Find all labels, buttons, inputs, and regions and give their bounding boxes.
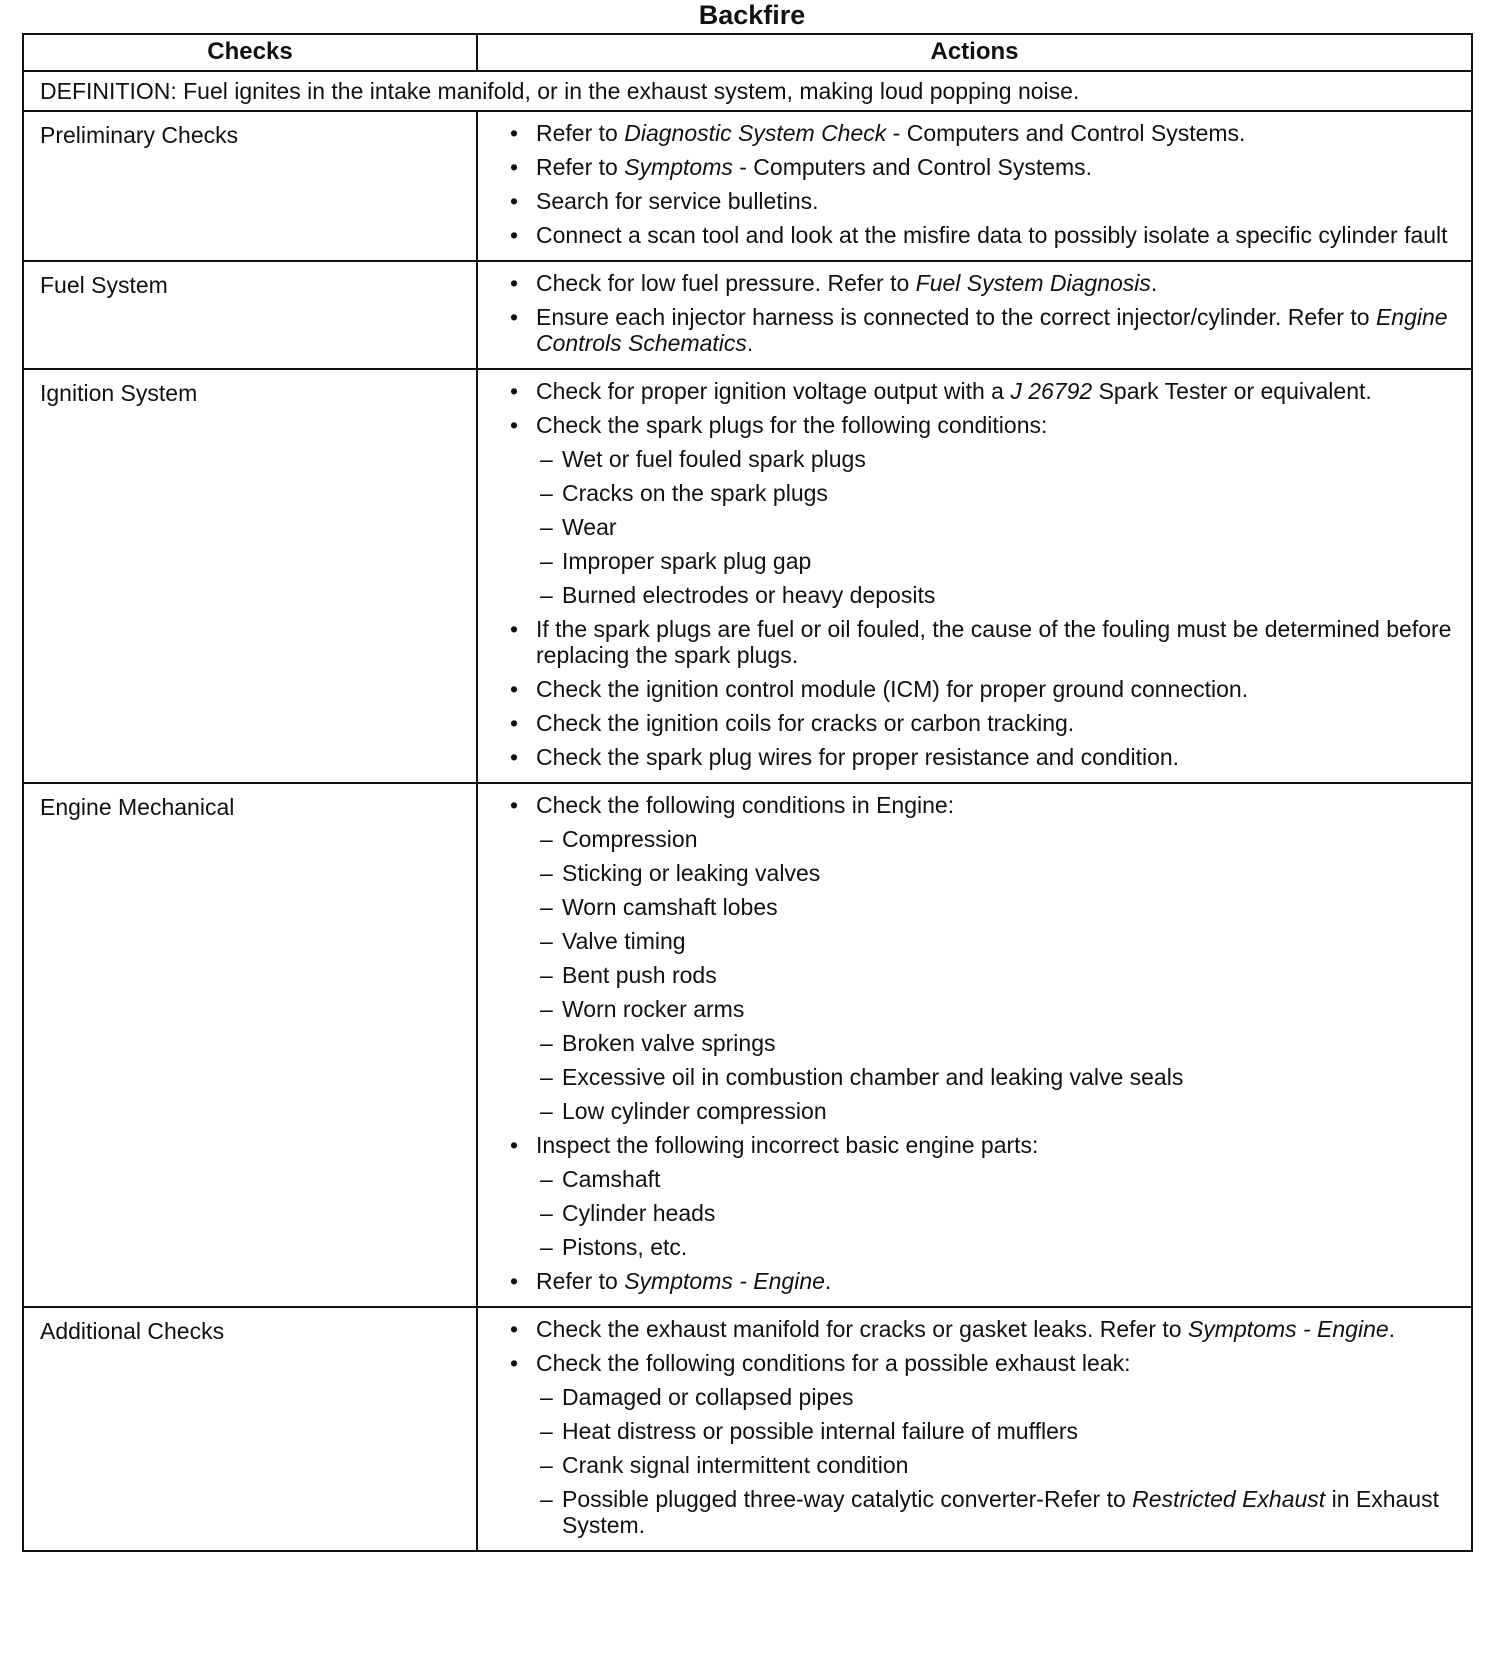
action-item <box>508 378 1455 404</box>
item-reference: Restricted Exhaust <box>1132 1486 1326 1512</box>
item-text: Check for proper ignition voltage output with a <box>536 378 1011 404</box>
actions-header: Actions <box>477 34 1472 71</box>
item-text: . <box>824 1268 832 1294</box>
sub-item: – Worn rocker arms <box>540 996 1455 1022</box>
check-name: Fuel System <box>23 261 477 369</box>
actions-cell <box>477 369 1472 783</box>
actions-cell <box>477 261 1472 369</box>
action-item <box>508 676 1455 702</box>
action-list <box>508 270 1455 356</box>
item-reference: Fuel System Diagnosis <box>915 270 1151 296</box>
item-text: Connect a scan tool and look at the misfire data to possibly isolate a specific cylinder fault <box>536 222 1448 248</box>
sub-item <box>540 1486 1455 1538</box>
sub-list <box>540 1166 1455 1260</box>
action-item <box>508 1268 1455 1294</box>
sub-item: – Burned electrodes or heavy deposits <box>540 582 1455 608</box>
item-reference: J 26792 <box>1010 378 1093 404</box>
item-text: If the spark plugs are fuel or oil fouled, the cause of the fouling must be determined before replacing the spark plugs. <box>536 616 1452 668</box>
sub-item: – Improper spark plug gap <box>540 548 1455 574</box>
table-row <box>23 111 1472 261</box>
action-item <box>508 120 1455 146</box>
item-text: Check the following conditions for a possible exhaust leak: <box>536 1350 1131 1376</box>
action-item <box>508 710 1455 736</box>
sub-item: – Wet or fuel fouled spark plugs <box>540 446 1455 472</box>
item-text: Check the following conditions in Engine: <box>536 792 955 818</box>
sub-item: – Heat distress or possible internal failure of mufflers <box>540 1418 1455 1444</box>
action-item <box>508 412 1455 608</box>
action-item <box>508 792 1455 1124</box>
item-text: . <box>1150 270 1158 296</box>
item-reference: Symptoms - Engine <box>1187 1316 1389 1342</box>
action-item <box>508 616 1455 668</box>
item-text: Ensure each injector harness is connected to the correct injector/cylinder. Refer to <box>536 304 1376 330</box>
item-text: Inspect the following incorrect basic engine parts: <box>536 1132 1039 1158</box>
item-text: in Exhaust System. <box>562 1486 1439 1538</box>
table-row <box>23 1307 1472 1551</box>
definition-row <box>23 71 1472 111</box>
item-text: Refer to <box>536 120 625 146</box>
header-row <box>23 34 1472 71</box>
action-list <box>508 792 1455 1294</box>
action-list <box>508 120 1455 248</box>
sub-item: – Cylinder heads <box>540 1200 1455 1226</box>
sub-item: – Sticking or leaking valves <box>540 860 1455 886</box>
item-text: Refer to <box>536 154 625 180</box>
action-item <box>508 1316 1455 1342</box>
item-text: Refer to <box>536 1268 625 1294</box>
diagnostic-table <box>22 33 1473 1552</box>
action-list <box>508 1316 1455 1538</box>
action-item <box>508 188 1455 214</box>
action-list <box>508 378 1455 770</box>
definition-text: DEFINITION: Fuel ignites in the intake manifold, or in the exhaust system, making loud popping noise. <box>23 71 1472 111</box>
sub-item: – Crank signal intermittent condition <box>540 1452 1455 1478</box>
item-reference: Symptoms <box>624 154 733 180</box>
actions-cell <box>477 1307 1472 1551</box>
sub-item: – Worn camshaft lobes <box>540 894 1455 920</box>
action-item <box>508 1132 1455 1260</box>
item-text: Search for service bulletins. <box>536 188 819 214</box>
item-reference: Symptoms - Engine <box>624 1268 825 1294</box>
sub-item: – Damaged or collapsed pipes <box>540 1384 1455 1410</box>
item-reference: Diagnostic System Check <box>624 120 887 146</box>
sub-list <box>540 826 1455 1124</box>
action-item <box>508 304 1455 356</box>
sub-item: – Bent push rods <box>540 962 1455 988</box>
action-item <box>508 222 1455 248</box>
sub-item: – Broken valve springs <box>540 1030 1455 1056</box>
item-text: . <box>746 330 754 356</box>
table-row <box>23 261 1472 369</box>
item-text: Possible plugged three-way catalytic converter-Refer to <box>562 1486 1133 1512</box>
check-name: Ignition System <box>23 369 477 783</box>
sub-item: – Compression <box>540 826 1455 852</box>
item-text: Check the ignition control module (ICM) for proper ground connection. <box>536 676 1249 702</box>
check-name: Engine Mechanical <box>23 783 477 1307</box>
page-title: Backfire <box>698 0 806 30</box>
actions-cell <box>477 111 1472 261</box>
item-text: Check the ignition coils for cracks or carbon tracking. <box>536 710 1075 736</box>
sub-item: – Pistons, etc. <box>540 1234 1455 1260</box>
action-item <box>508 270 1455 296</box>
item-text: - Computers and Control Systems. <box>886 120 1246 146</box>
item-text: Check for low fuel pressure. Refer to <box>536 270 916 296</box>
item-text: . <box>1388 1316 1396 1342</box>
table-row <box>23 783 1472 1307</box>
table-row <box>23 369 1472 783</box>
sub-item: – Camshaft <box>540 1166 1455 1192</box>
action-item <box>508 154 1455 180</box>
sub-list <box>540 1384 1455 1538</box>
sub-item: – Low cylinder compression <box>540 1098 1455 1124</box>
checks-header: Checks <box>23 34 477 71</box>
actions-cell <box>477 783 1472 1307</box>
sub-item: – Cracks on the spark plugs <box>540 480 1455 506</box>
item-text: Check the spark plug wires for proper resistance and condition. <box>536 744 1180 770</box>
item-text: - Computers and Control Systems. <box>732 154 1093 180</box>
item-text: Check the exhaust manifold for cracks or gasket leaks. Refer to <box>536 1316 1188 1342</box>
sub-item: – Valve timing <box>540 928 1455 954</box>
action-item <box>508 1350 1455 1538</box>
sub-list <box>540 446 1455 608</box>
check-name: Additional Checks <box>23 1307 477 1551</box>
check-name: Preliminary Checks <box>23 111 477 261</box>
sub-item: – Wear <box>540 514 1455 540</box>
item-text: Spark Tester or equivalent. <box>1092 378 1372 404</box>
sub-item: – Excessive oil in combustion chamber and leaking valve seals <box>540 1064 1455 1090</box>
item-reference: Engine Controls Schematics <box>536 304 1448 356</box>
action-item <box>508 744 1455 770</box>
item-text: Check the spark plugs for the following conditions: <box>536 412 1048 438</box>
